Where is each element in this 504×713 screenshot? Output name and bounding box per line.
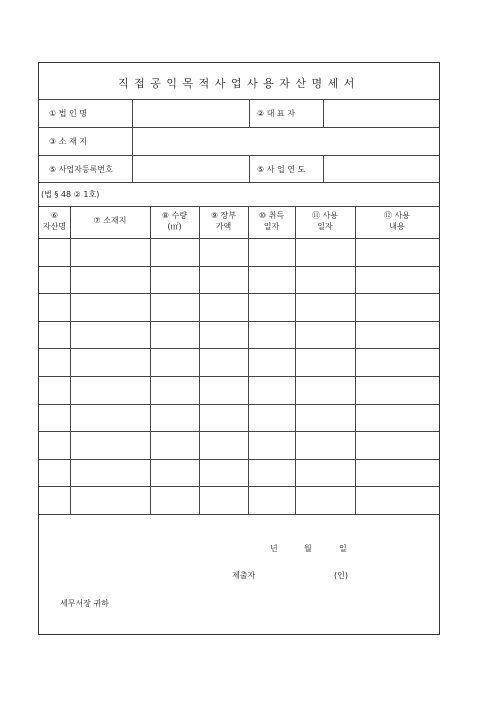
table-cell[interactable] (296, 405, 355, 432)
table-cell[interactable] (71, 405, 150, 432)
table-cell[interactable] (71, 239, 150, 266)
form-title: 직접공익목적사업사용자산명세서 (118, 77, 360, 90)
table-cell[interactable] (200, 239, 248, 266)
table-cell[interactable] (40, 405, 70, 432)
legal-reference: (법 § 48 ② 1호) (41, 190, 100, 199)
table-cell[interactable] (151, 487, 199, 514)
table-cell[interactable] (200, 405, 248, 432)
date-month-label: 월 (304, 544, 312, 553)
table-cell[interactable] (356, 322, 439, 349)
table-cell[interactable] (296, 349, 355, 376)
table-cell[interactable] (356, 432, 439, 459)
date-day-label: 일 (339, 544, 347, 553)
table-cell[interactable] (40, 239, 70, 266)
table-cell[interactable] (71, 377, 150, 404)
table-cell[interactable] (356, 405, 439, 432)
table-header-sublabel: 가액 (215, 222, 232, 231)
table-cell[interactable] (151, 460, 199, 487)
table-cell[interactable] (249, 349, 295, 376)
table-cell[interactable] (296, 460, 355, 487)
table-cell[interactable] (40, 377, 70, 404)
table-header-sublabel: 일자 (317, 222, 333, 231)
table-cell[interactable] (249, 294, 295, 321)
table-header-label: ⑪ 사용 (312, 211, 338, 220)
table-cell[interactable] (71, 460, 150, 487)
table-cell[interactable] (71, 349, 150, 376)
table-cell[interactable] (356, 267, 439, 294)
table-cell[interactable] (296, 377, 355, 404)
table-cell[interactable] (200, 460, 248, 487)
table-cell[interactable] (356, 294, 439, 321)
table-cell[interactable] (200, 349, 248, 376)
table-cell[interactable] (71, 267, 150, 294)
table-header-sublabel: (㎡) (167, 222, 182, 231)
table-header-label: ⑥ (50, 211, 59, 220)
address-field[interactable] (133, 128, 439, 155)
representative-field[interactable] (324, 100, 439, 127)
table-header-sublabel: 일자 (263, 222, 280, 231)
table-cell[interactable] (356, 377, 439, 404)
table-cell[interactable] (40, 322, 70, 349)
table-header-cell (150, 210, 199, 232)
divider (249, 99, 250, 127)
table-cell[interactable] (249, 432, 295, 459)
table-cell[interactable] (200, 267, 248, 294)
table-cell[interactable] (40, 267, 70, 294)
table-cell[interactable] (71, 322, 150, 349)
table-header-label: ⑫ 사용 (384, 211, 410, 220)
table-cell[interactable] (200, 322, 248, 349)
table-cell[interactable] (296, 432, 355, 459)
table-cell[interactable] (249, 267, 295, 294)
table-cell[interactable] (249, 405, 295, 432)
table-cell[interactable] (40, 432, 70, 459)
business-year-field[interactable] (324, 156, 439, 182)
address-label: ③ 소 재 지 (49, 137, 87, 146)
table-cell[interactable] (71, 294, 150, 321)
table-cell[interactable] (249, 460, 295, 487)
table-cell[interactable] (151, 322, 199, 349)
table-cell[interactable] (356, 460, 439, 487)
table-cell[interactable] (296, 487, 355, 514)
table-header-sublabel: 자산명 (42, 222, 67, 231)
table-header-cell (199, 210, 248, 232)
table-cell[interactable] (296, 294, 355, 321)
table-cell[interactable] (200, 432, 248, 459)
table-header-label: ⑩ 취득 (258, 211, 285, 220)
table-header-label: ⑨ 장부 (210, 211, 237, 220)
table-cell[interactable] (40, 460, 70, 487)
table-cell[interactable] (356, 487, 439, 514)
table-header-cell (295, 210, 355, 232)
table-cell[interactable] (249, 322, 295, 349)
table-cell[interactable] (151, 294, 199, 321)
recipient-label: 세무서장 귀하 (60, 599, 109, 608)
table-cell[interactable] (249, 487, 295, 514)
table-cell[interactable] (356, 349, 439, 376)
table-cell[interactable] (151, 349, 199, 376)
table-cell[interactable] (151, 267, 199, 294)
table-cell[interactable] (296, 322, 355, 349)
seal-label: (인) (334, 571, 348, 580)
divider (39, 182, 439, 183)
table-cell[interactable] (296, 267, 355, 294)
submitter-label: 제출자 (232, 571, 256, 580)
table-header-cell (39, 210, 70, 232)
table-header-cell (355, 210, 439, 232)
table-cell[interactable] (249, 239, 295, 266)
business-no-label: ⑤ 사업자등록번호 (49, 165, 113, 174)
business-no-field[interactable] (133, 156, 249, 182)
divider (249, 155, 250, 182)
table-row-divider (39, 514, 439, 515)
representative-label: ② 대 표 자 (257, 109, 295, 118)
table-cell[interactable] (249, 377, 295, 404)
table-header-cell (70, 215, 150, 226)
corp-name-label: ① 법 인 명 (49, 109, 87, 118)
table-header-label: ⑧ 수량 (161, 211, 188, 220)
date-year-label: 년 (270, 544, 278, 553)
table-cell[interactable] (356, 239, 439, 266)
table-cell[interactable] (200, 294, 248, 321)
table-cell[interactable] (40, 294, 70, 321)
table-cell[interactable] (200, 377, 248, 404)
table-cell[interactable] (151, 405, 199, 432)
table-cell[interactable] (151, 377, 199, 404)
table-header-cell (248, 210, 295, 232)
table-header-sublabel: 내용 (389, 222, 405, 231)
table-cell[interactable] (200, 487, 248, 514)
table-header-label: ⑦ 소재지 (93, 216, 127, 225)
table-cell[interactable] (296, 239, 355, 266)
business-year-label: ⑤ 사 업 연 도 (257, 165, 306, 174)
table-cell[interactable] (40, 487, 70, 514)
corp-name-field[interactable] (133, 100, 249, 127)
table-cell[interactable] (40, 349, 70, 376)
table-cell[interactable] (71, 487, 150, 514)
table-cell[interactable] (151, 432, 199, 459)
table-cell[interactable] (71, 432, 150, 459)
asset-statement-form (38, 62, 440, 635)
table-cell[interactable] (151, 239, 199, 266)
divider (39, 206, 439, 207)
